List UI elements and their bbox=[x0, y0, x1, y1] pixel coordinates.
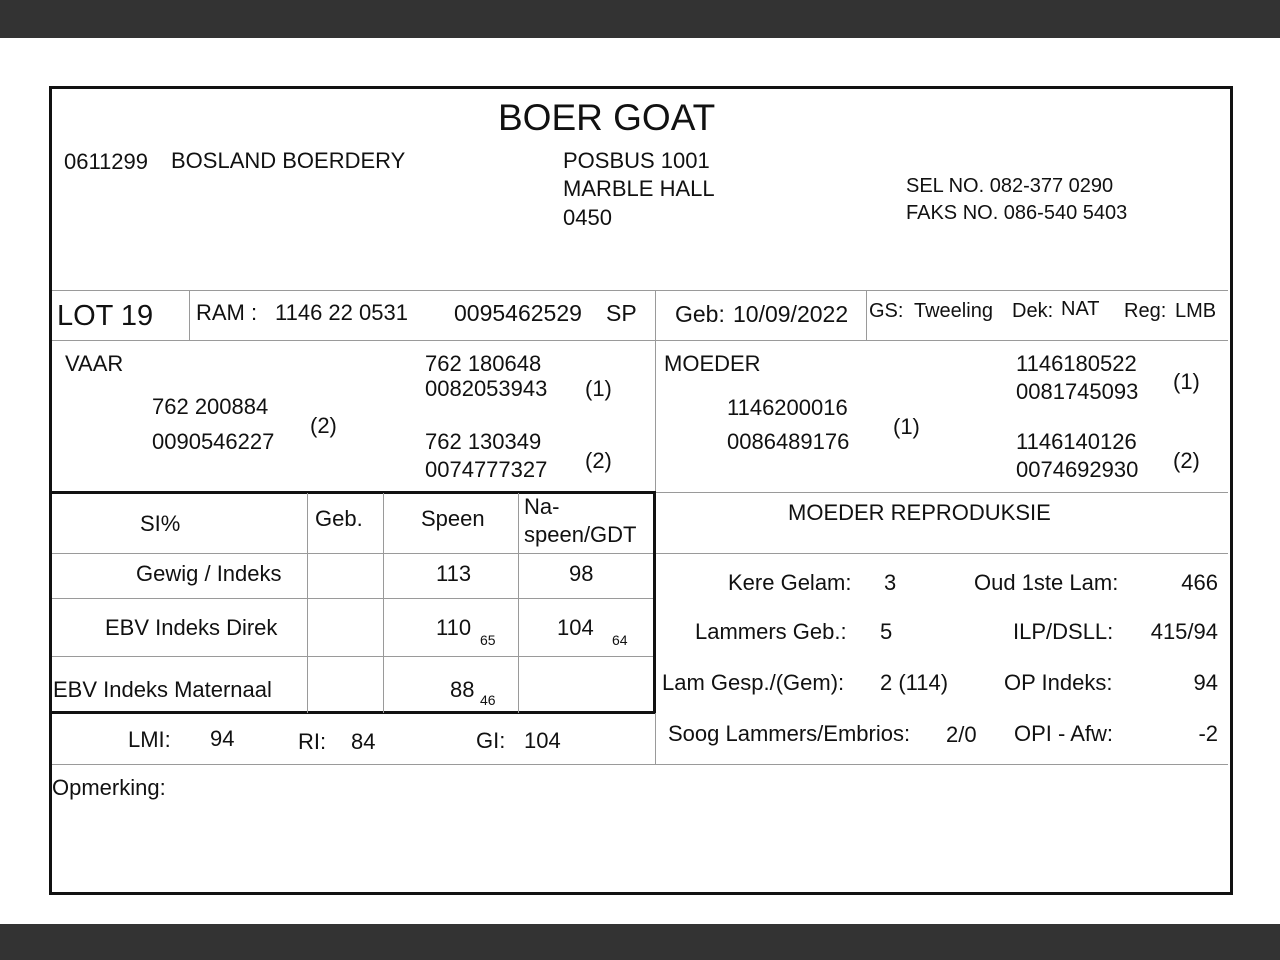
vline-si-speen bbox=[518, 493, 519, 713]
repro-label-lammers-geb: Lammers Geb.: bbox=[695, 619, 847, 644]
moeder-label: MOEDER bbox=[664, 351, 761, 376]
lot-number: LOT 19 bbox=[57, 300, 154, 332]
divider-indices bbox=[52, 764, 1228, 765]
repro-label-oud-1ste-lam: Oud 1ste Lam: bbox=[974, 570, 1119, 595]
repro-label-op-indeks: OP Indeks: bbox=[1004, 670, 1113, 695]
reg-label: Reg: bbox=[1124, 300, 1167, 322]
row-label-ebv-maternaal: EBV Indeks Maternaal bbox=[53, 677, 272, 702]
gs-label: GS: bbox=[869, 300, 904, 322]
vaar-gp2-id: 762 130349 bbox=[425, 429, 542, 454]
vaar-parent-reg: 0090546227 bbox=[152, 429, 275, 454]
vline-gs bbox=[866, 290, 867, 341]
dek-value: NAT bbox=[1061, 298, 1100, 320]
geb-header: Geb. bbox=[315, 506, 363, 531]
address-line-1: POSBUS 1001 bbox=[563, 148, 710, 173]
divider-pedigree-right bbox=[655, 492, 1228, 493]
repro-value-soog-lammers: 2/0 bbox=[946, 722, 977, 747]
fax-number: FAKS NO. 086-540 5403 bbox=[906, 202, 1128, 224]
vaar-parent-mark: (2) bbox=[310, 413, 337, 438]
vaar-gp2-reg: 0074777327 bbox=[425, 457, 548, 482]
vaar-gp2-mark: (2) bbox=[585, 448, 612, 473]
ram-id: 1146 22 0531 bbox=[275, 300, 408, 325]
gs-value: Tweeling bbox=[914, 300, 993, 322]
lmi-label: LMI: bbox=[128, 727, 171, 752]
divider-si-row2 bbox=[52, 656, 655, 657]
ram-label: RAM : bbox=[196, 300, 258, 325]
divider-lot bbox=[52, 340, 1228, 341]
row-label-gewig: Gewig / Indeks bbox=[136, 561, 282, 586]
owner-name: BOSLAND BOERDERY bbox=[171, 148, 406, 173]
vaar-gp1-id: 762 180648 bbox=[425, 351, 542, 376]
reproduksie-title: MOEDER REPRODUKSIE bbox=[788, 500, 1051, 525]
repro-value-lammers-geb: 5 bbox=[880, 619, 893, 644]
gi-value: 104 bbox=[524, 728, 561, 753]
bottom-frame-bar bbox=[0, 924, 1280, 960]
repro-label-ilp-dsll: ILP/DSLL: bbox=[1013, 619, 1114, 644]
moeder-gp2-id: 1146140126 bbox=[1016, 429, 1137, 454]
vline-pedigree bbox=[655, 340, 656, 492]
reg-value: LMB bbox=[1175, 300, 1217, 322]
row-direk-naspeen-accuracy: 64 bbox=[612, 632, 628, 648]
naspeen-header-line1: Na- bbox=[524, 494, 560, 519]
owner-code: 0611299 bbox=[64, 149, 149, 174]
repro-label-kere-gelam: Kere Gelam: bbox=[728, 570, 852, 595]
ri-value: 84 bbox=[351, 729, 376, 754]
vaar-gp1-reg: 0082053943 bbox=[425, 376, 548, 401]
address-line-2: MARBLE HALL bbox=[563, 176, 715, 201]
divider-si-head bbox=[52, 553, 1228, 554]
moeder-parent-mark: (1) bbox=[893, 414, 920, 439]
geb-date: 10/09/2022 bbox=[733, 301, 849, 327]
row-gewig-speen: 113 bbox=[436, 561, 472, 586]
speen-header: Speen bbox=[421, 506, 485, 531]
divider-pedigree bbox=[52, 491, 655, 494]
ram-class: SP bbox=[606, 300, 637, 326]
row-label-ebv-direk: EBV Indeks Direk bbox=[105, 615, 278, 640]
moeder-gp2-mark: (2) bbox=[1173, 448, 1200, 473]
gi-label: GI: bbox=[476, 728, 506, 753]
row-maternaal-speen: 88 bbox=[450, 677, 475, 702]
vaar-gp1-mark: (1) bbox=[585, 376, 612, 401]
row-maternaal-speen-accuracy: 46 bbox=[480, 692, 496, 708]
phone-number: SEL NO. 082-377 0290 bbox=[906, 175, 1114, 197]
repro-label-lam-gesp: Lam Gesp./(Gem): bbox=[662, 670, 845, 695]
geb-label: Geb: bbox=[675, 301, 725, 327]
vline-lot bbox=[189, 290, 190, 341]
opmerking-label: Opmerking: bbox=[52, 775, 166, 800]
moeder-gp1-mark: (1) bbox=[1173, 369, 1200, 394]
top-frame-bar bbox=[0, 0, 1280, 38]
page-title: BOER GOAT bbox=[498, 97, 716, 138]
vaar-label: VAAR bbox=[65, 351, 124, 376]
vline-si-geb bbox=[383, 493, 384, 713]
divider-header bbox=[52, 290, 1228, 291]
vaar-parent-id: 762 200884 bbox=[152, 394, 269, 419]
repro-value-ilp-dsll: 415/94 bbox=[1150, 619, 1218, 644]
repro-label-opi-afw: OPI - Afw: bbox=[1014, 721, 1114, 746]
row-direk-naspeen: 104 bbox=[557, 615, 594, 640]
moeder-parent-id: 1146200016 bbox=[727, 395, 848, 420]
divider-si-row1 bbox=[52, 598, 655, 599]
ram-reg: 0095462529 bbox=[454, 300, 582, 326]
row-gewig-naspeen: 98 bbox=[569, 561, 594, 586]
repro-value-op-indeks: 94 bbox=[1193, 670, 1218, 695]
lmi-value: 94 bbox=[210, 726, 235, 751]
repro-value-kere-gelam: 3 bbox=[884, 570, 897, 595]
repro-label-soog-lammers: Soog Lammers/Embrios: bbox=[668, 721, 911, 746]
divider-si-bottom bbox=[52, 711, 656, 714]
address-line-3: 0450 bbox=[563, 205, 612, 230]
vline-si-right bbox=[653, 491, 656, 714]
vline-si-label bbox=[307, 493, 308, 713]
repro-value-lam-gesp: 2 (114) bbox=[880, 670, 949, 695]
naspeen-header-line2: speen/GDT bbox=[524, 522, 637, 547]
si-header: SI% bbox=[140, 511, 181, 536]
ri-label: RI: bbox=[298, 729, 327, 754]
moeder-parent-reg: 0086489176 bbox=[727, 429, 850, 454]
repro-value-oud-1ste-lam: 466 bbox=[1181, 570, 1218, 595]
row-direk-speen: 110 bbox=[436, 615, 472, 640]
vline-geb bbox=[655, 290, 656, 341]
row-direk-speen-accuracy: 65 bbox=[480, 632, 496, 648]
moeder-gp1-id: 1146180522 bbox=[1016, 351, 1137, 376]
repro-value-opi-afw: -2 bbox=[1198, 721, 1218, 746]
dek-label: Dek: bbox=[1012, 300, 1054, 322]
moeder-gp1-reg: 0081745093 bbox=[1016, 379, 1139, 404]
moeder-gp2-reg: 0074692930 bbox=[1016, 457, 1139, 482]
vline-indices bbox=[655, 713, 656, 765]
